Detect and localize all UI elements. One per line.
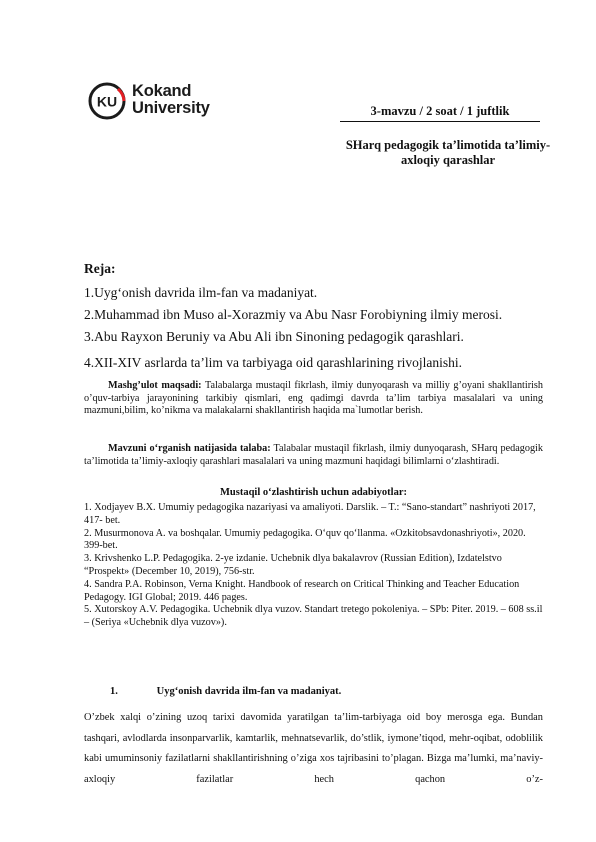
lesson-title: SHarq pedagogik ta’limotida ta’limiy-axloqiy qarashlar <box>345 138 551 167</box>
goal-paragraph <box>84 380 543 418</box>
plan-list <box>84 284 554 376</box>
section-body-text: O’zbek xalqi o’zining uzoq tarixi davomida yaratilgan ta’lim-tarbiyaga oid boy merosga ega. Bundan tashqari, avlodlarda insonparvarlik, kamtarlik, mehnatsevarlik, do’stlik, iymone’tiqod, mehr-oqibat, odoblilik kabi umuminsoniy fazilatlarni shakllantirishning o’ziga xos tajribasini to’plagan. Bizga ma’lumki, ma’naviy-axloqiy fazilatlar hech qachon o’z- <box>84 712 543 785</box>
goal-label: Mashg’ulot maqsadi: <box>108 380 202 391</box>
section-title: Uyg‘onish davrida ilm-fan va madaniyat. <box>156 686 342 697</box>
literature-item: 5. Xutorskoy A.V. Pedagogika. Uchebnik dlya vuzov. Standart tretego pokoleniya. – SPb: Piter. 2019. – 608 ss.il – (Seriya «Uchebnik dlya vuzov»). <box>84 604 543 629</box>
topic-line: 3-mavzu / 2 soat / 1 juftlik <box>340 104 540 122</box>
literature-list <box>84 502 546 630</box>
plan-item: 2.Muhammad ibn Muso al-Xorazmiy va Abu Nasr Forobiyning ilmiy merosi. <box>84 307 503 322</box>
logo-line-2: University <box>132 99 210 117</box>
logo-mark-text: KU <box>96 93 118 110</box>
literature-item: 2. Musurmonova A. va boshqalar. Umumiy pedagogika. O‘quv qo‘llanma. «Ozkitobsavdonashriyoti», 2020. 399-bet. <box>84 527 526 552</box>
literature-item: 3. Krivshenko L.P. Pedagogika. 2-ye izdanie. Uchebnik dlya bakalavrov (Russian Edition), Izdatelstvo “Prospekt» (December 10, 2019), 756-str. <box>84 553 502 577</box>
plan-item: 3.Abu Rayxon Beruniy va Abu Ali ibn Sinoning pedagogik qarashlari. <box>84 329 464 344</box>
section-heading <box>110 686 341 697</box>
literature-heading: Mustaqil o‘zlashtirish uchun adabiyotlar: <box>220 487 407 498</box>
logo-wordmark <box>132 83 210 117</box>
goal-text: Talabalarga mustaqil fikrlash, ilmiy dunyoqarash va milliy g’oyani shakllantirish o’quv-tarbiya jarayonining tarkibiy qismlari, eng qadimgi davrda ta’lim tarbiya masalalari va uning mazmuni,bilim, ko’nikma va malakalarni shakllantirish haqida ma`lumotlar berish. <box>84 380 543 417</box>
outcome-text: Talabalar mustaqil fikrlash, ilmiy dunyoqarash, SHarq pedagogik ta’limotida ta’limiy-axloqiy qarashlari masalalari va uning mazmuni haqidagi bilimlarni o‘zlashtiradi. <box>84 443 543 467</box>
plan-item: 4.XII-XIV asrlarda ta’lim va tarbiyaga oid qarashlarining rivojlanishi. <box>84 355 463 370</box>
plan-item: 1.Uyg‘onish davrida ilm-fan va madaniyat. <box>84 285 318 300</box>
literature-item: 4. Sandra P.A. Robinson, Verna Knight. Handbook of research on Critical Thinking and Teacher Education Pedagogy. IGI Global; 2019. 446 pages. <box>84 578 520 603</box>
logo-line-1: Kokand <box>132 82 192 100</box>
outcome-paragraph <box>84 443 543 468</box>
section-number: 1. <box>110 686 118 697</box>
literature-item: 1. Xodjayev B.X. Umumiy pedagogika nazariyasi va amaliyoti. Darslik. – T.: “Sano-standart” nashriyoti 2017, 417- bet. <box>84 502 536 526</box>
university-logo <box>88 82 238 124</box>
outcome-label: Mavzuni o‘rganish natijasida talaba: <box>108 443 271 454</box>
ku-logo-icon <box>88 82 126 120</box>
plan-heading: Reja: <box>84 261 116 276</box>
